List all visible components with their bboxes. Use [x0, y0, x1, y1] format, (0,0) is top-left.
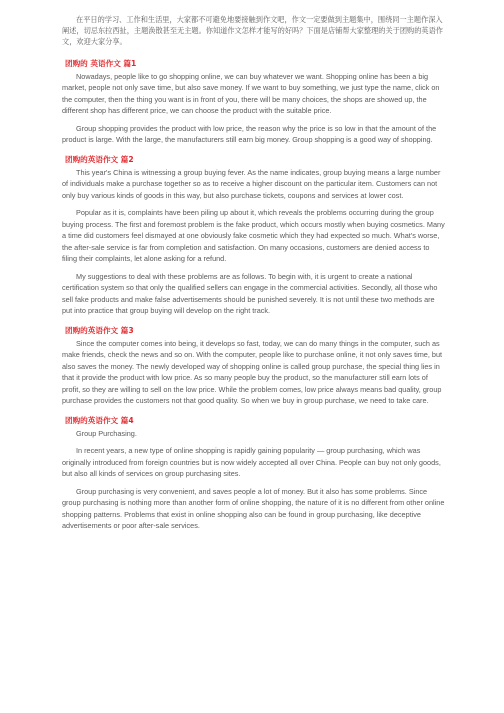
essay-section-1 — [62, 58, 446, 146]
section-title: 团购的英语作文 篇2 — [65, 154, 134, 164]
essay-section-3 — [62, 325, 446, 407]
intro-paragraph: 在平日的学习、工作和生活里，大家都不可避免地要接触到作文吧，作文一定要做到主题集中，围绕同一主题作深入阐述，切忌东拉西扯，主题涣散甚至无主题。你知道作文怎样才能写的好吗？下面是店铺帮大家整理的关于团购的英语作文，欢迎大家分享。 — [62, 15, 443, 47]
section-title: 团购的 英语作文 篇1 — [65, 58, 137, 68]
paragraph: Group Purchasing. — [76, 428, 137, 438]
paragraph: My suggestions to deal with these problems are as follows. To begin with, it is urgent to create a national certification system so that only the qualified sellers can engage in the commercial activities. Secondly, all those who sell fake products and make false advertisements should be punished severely. It is not until these two methods are put into practice that group buying will develop on the right track. — [62, 271, 438, 316]
paragraph: In recent years, a new type of online shopping is rapidly gaining popularity — group purchasing, which was originally introduced from foreign countries but is now widely accepted all over China. People can buy not only goods, but also all kinds of services on group purchasing sites. — [62, 446, 441, 479]
essay-section-2 — [62, 154, 446, 317]
section-title: 团购的英语作文 篇4 — [65, 415, 134, 425]
paragraph: Group purchasing is very convenient, and saves people a lot of money. But it also has some problems. Since group purchasing is nothing more than another form of online shopping, the nature of it is no different from other online shopping patterns. Problems that exist in online shopping also can be found in group purchasing, like deceptive advertisements or poor after-sale services. — [62, 486, 445, 531]
paragraph: Group shopping provides the product with low price, the reason why the price is so low in that the amount of the product is large. With the large, the manufacturers still earn big money. Group shopping is a good way of shopping. — [62, 123, 437, 145]
section-title: 团购的英语作文 篇3 — [65, 325, 134, 335]
document-page — [62, 14, 446, 540]
paragraph: Popular as it is, complaints have been piling up about it, which reveals the problems occurring during the group buying process. The first and foremost problem is the fake product, which occurs mostly when buying cosmetics. Many a time did customers feel dismayed at one obviously fake cosmetic which they had expected so much. What's worse, the after-sale service is far from completion and satisfaction. On many occasions, customers are denied access to filing their complaints, let alone asking for a refund. — [62, 208, 445, 264]
paragraph: Nowadays, people like to go shopping online, we can buy whatever we want. Shopping online has been a big market, people not only save time, but also save money. If we want to buy something, we just type the name, click on the computer, then the thing you want is in front of you, there will be many choices, the shops are showed up, the different shop has different price, we can choose the product with the suitable price. — [62, 71, 440, 116]
paragraph: Since the computer comes into being, it develops so fast, today, we can do many things in the computer, such as make friends, check the news and so on. With the computer, people like to purchase online, it not only saves time, but also saves the money. The newly developed way of shopping online is called group purchase, the special thing lies in that it provide the product with low price. As so many people buy the product, so the manufacturer still earn lots of profit, so they are willing to sell on the low price. While the problem comes, low price always means bad quality, group purchase provides the customers not that good quality. So when we buy in group purchase, we need to take care. — [62, 338, 443, 406]
essay-section-4 — [62, 415, 446, 532]
paragraph: This year's China is witnessing a group buying fever. As the name indicates, group buying means a large number of individuals make a purchase together so as to receive a higher discount on the particular item. Customers can not only buy various kinds of goods in this way, but also purchase tickets, coupons and services at lower cost. — [62, 167, 441, 200]
